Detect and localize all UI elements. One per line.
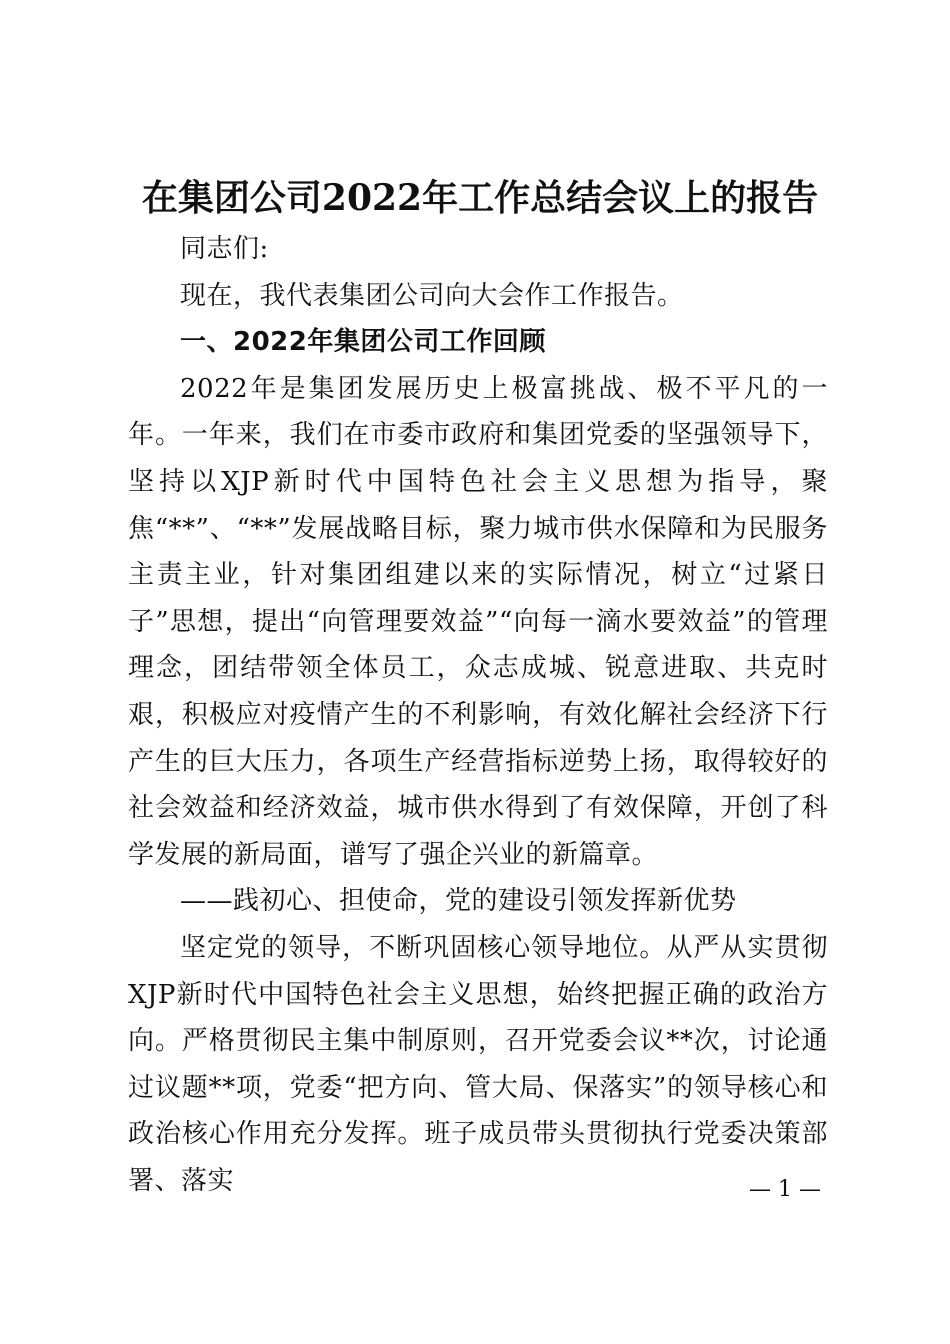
- document-title: 在集团公司2022年工作总结会议上的报告: [141, 177, 819, 219]
- body-paragraph: 2022年是集团发展历史上极富挑战、极不平凡的一年。一年来，我们在市委市政府和集团党委的坚强领导下，坚持以XJP新时代中国特色社会主义思想为指导，聚焦“**”、“**”发展战略目标，聚力城市供水保障和为民服务主责主业，针对集团组建以来的实际情况，树立“过紧日子”思想，提出“向管理要效益”“向每一滴水要效益”的管理理念，团结带领全体员工，众志成城、锐意进取、共克时艰，积极应对疫情产生的不利影响，有效化解社会经济下行产生的巨大压力，各项生产经营指标逆势上扬，取得较好的社会效益和经济效益，城市供水得到了有效保障，开创了科学发展的新局面，谱写了强企兴业的新篇章。: [128, 373, 828, 870]
- document-body: [128, 226, 828, 1204]
- salutation: 同志们:: [180, 234, 269, 264]
- sub-heading: ——践初心、担使命，党的建设引领发挥新优势: [180, 886, 737, 917]
- body-paragraph-2: 坚定党的领导，不断巩固核心领导地位。从严从实贯彻XJP新时代中国特色社会主义思想，始终把握正确的政治方向。严格贯彻民主集中制原则，召开党委会议**次，讨论通过议题**项，党委“把方向、管大局、保落实”的领导核心和政治核心作用充分发挥。班子成员带头贯彻执行党委决策部署、落实: [128, 932, 828, 1196]
- intro-paragraph: 现在，我代表集团公司向大会作工作报告。: [180, 280, 684, 311]
- page-number: — 1 —: [749, 1177, 821, 1202]
- section-heading: 一、2022年集团公司工作回顾: [180, 327, 546, 358]
